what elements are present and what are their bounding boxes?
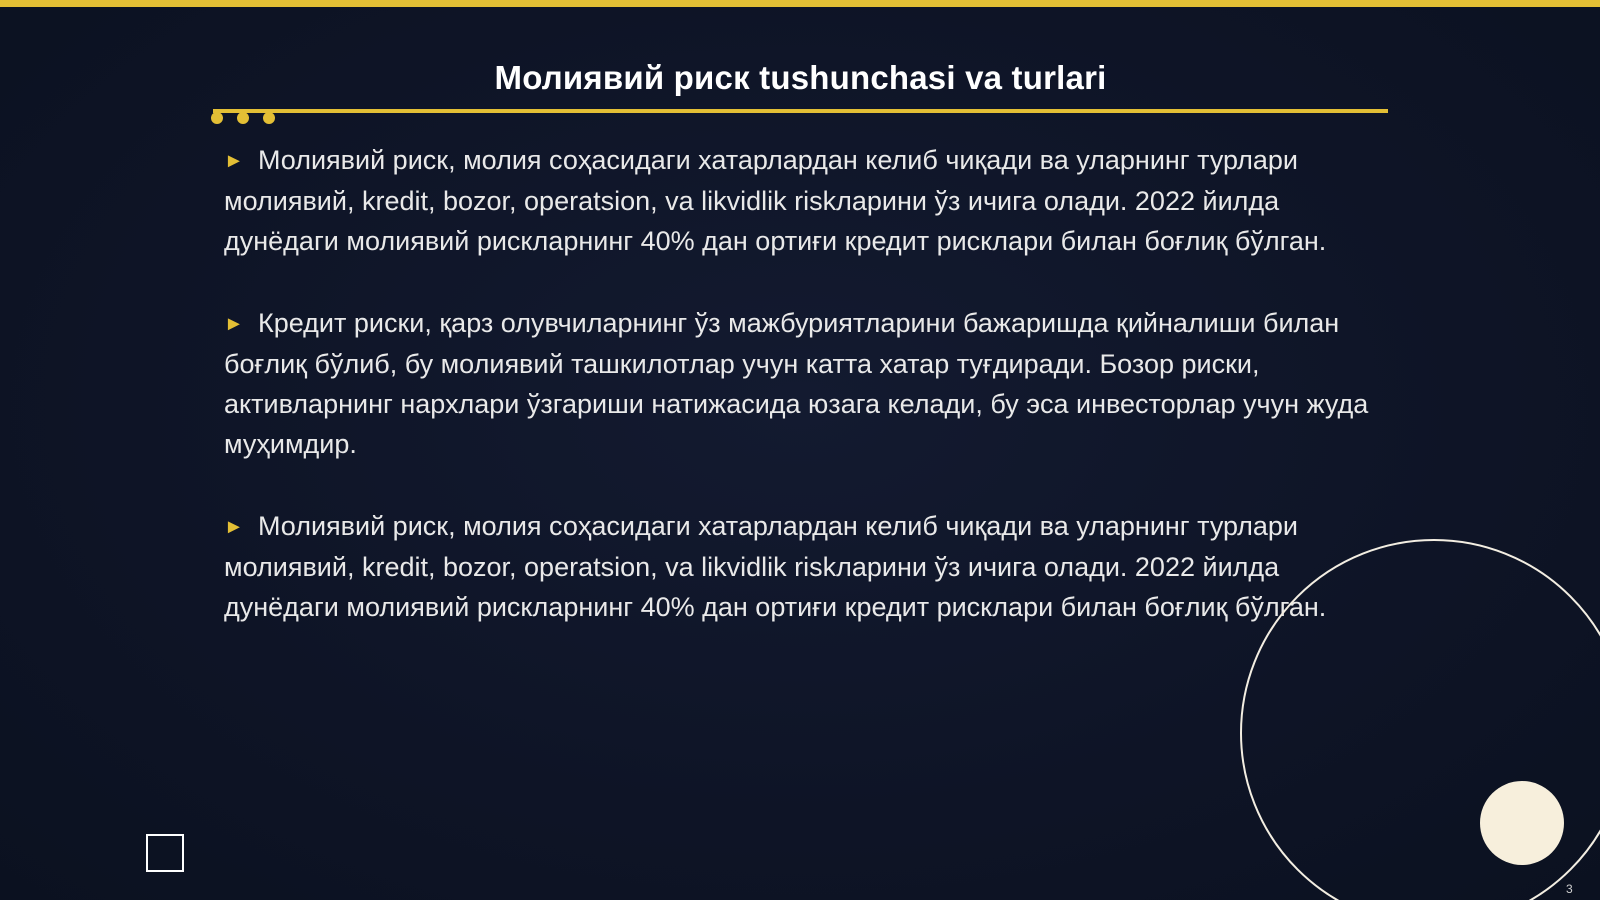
bullet-paragraph-1 bbox=[224, 140, 1384, 261]
decorative-dots bbox=[211, 112, 275, 124]
dot-icon bbox=[263, 112, 275, 124]
decorative-square bbox=[146, 834, 184, 872]
paragraph-text: Молиявий риск, молия соҳасидаги хатарлардан келиб чиқади ва уларнинг турлари молиявий, kredit, bozor, operatsion, va likvidlik riskларини ўз ичига олади. 2022 йилда дунёдаги молиявий рискларнинг 40% дан ортиғи кредит рисклари билан боғлиқ бўлган. bbox=[224, 145, 1327, 256]
paragraph-text: Молиявий риск, молия соҳасидаги хатарлардан келиб чиқади ва уларнинг турлари молиявий, kredit, bozor, operatsion, va likvidlik riskларини ўз ичига олади. 2022 йилда дунёдаги молиявий рискларнинг 40% дан ортиғи кредит рисклари билан боғлиқ бўлган. bbox=[224, 511, 1327, 622]
bullet-paragraph-3 bbox=[224, 506, 1384, 627]
triangle-bullet-icon: ► bbox=[224, 150, 244, 172]
triangle-bullet-icon: ► bbox=[224, 516, 244, 538]
title-underline bbox=[213, 109, 1388, 113]
triangle-bullet-icon: ► bbox=[224, 313, 244, 335]
slide-title: Молиявий риск tushunchasi va turlari bbox=[494, 59, 1107, 96]
top-accent-bar bbox=[0, 0, 1600, 7]
page-number: 3 bbox=[1566, 882, 1573, 896]
bullet-paragraph-2 bbox=[224, 303, 1384, 464]
paragraph-text: Кредит риски, қарз олувчиларнинг ўз мажбуриятларини бажаришда қийналиши билан боғлиқ бўлиб, бу молиявий ташкилотлар учун катта хатар туғдиради. Бозор риски, активларнинг нархлари ўзгариши натижасида юзага келади, бу эса инвесторлар учун жуда муҳимдир. bbox=[224, 308, 1369, 459]
dot-icon bbox=[211, 112, 223, 124]
bullet-list bbox=[224, 140, 1384, 669]
decorative-circle bbox=[1480, 781, 1564, 865]
dot-icon bbox=[237, 112, 249, 124]
